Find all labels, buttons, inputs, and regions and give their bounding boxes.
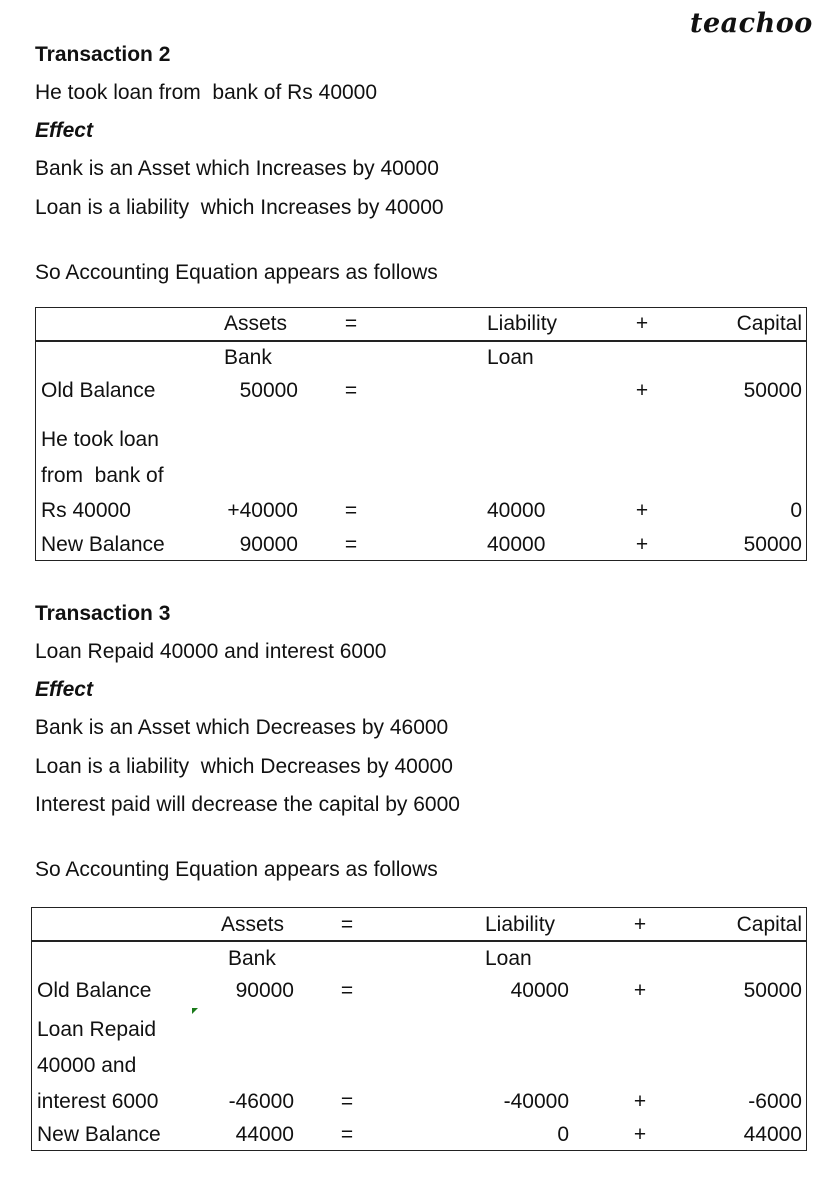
- row-cell-plus: +: [633, 979, 647, 1002]
- row-cell-liab: 40000: [487, 499, 546, 522]
- row-cell-cap: -6000: [748, 1090, 802, 1113]
- row-cell-plus: +: [635, 533, 649, 556]
- row-label: Old Balance: [41, 379, 156, 402]
- subheader-loan: Loan: [487, 346, 534, 369]
- row-cell-liab: 40000: [510, 979, 569, 1002]
- header-plus: +: [635, 312, 649, 335]
- subheader-loan: Loan: [485, 947, 532, 970]
- transaction-2-equation-table: [35, 307, 807, 561]
- transaction-3-effect-1: Bank is an Asset which Decreases by 46000: [35, 716, 449, 739]
- row-cell-liab: 0: [557, 1123, 569, 1146]
- transaction-2-title: Transaction 2: [35, 43, 171, 66]
- row-cell-eq: =: [344, 379, 358, 402]
- row-cell-eq: =: [340, 979, 354, 1002]
- row-cell-cap: 50000: [743, 979, 802, 1002]
- row-cell-assets: 90000: [235, 979, 294, 1002]
- subheader-bank: Bank: [228, 947, 276, 970]
- row-cell-plus: +: [633, 1123, 647, 1146]
- row-label: Rs 40000: [41, 499, 131, 522]
- row-cell-liab: -40000: [503, 1090, 569, 1113]
- row-label: Loan Repaid: [37, 1018, 157, 1041]
- transaction-2-effect-label: Effect: [35, 119, 93, 142]
- transaction-3-description: Loan Repaid 40000 and interest 6000: [35, 640, 387, 663]
- row-cell-eq: =: [340, 1090, 354, 1113]
- header-divider: [36, 340, 806, 342]
- row-cell-cap: 50000: [743, 533, 802, 556]
- row-cell-assets: 90000: [239, 533, 298, 556]
- subheader-bank: Bank: [224, 346, 272, 369]
- transaction-3-effect-3: Interest paid will decrease the capital by 6000: [35, 793, 460, 816]
- row-cell-cap: 0: [790, 499, 802, 522]
- header-cap: Capital: [736, 913, 802, 936]
- transaction-3-intro: So Accounting Equation appears as follows: [35, 858, 438, 881]
- teachoo-logo: teachoo: [690, 8, 813, 39]
- row-cell-eq: =: [344, 533, 358, 556]
- row-label: Old Balance: [37, 979, 152, 1002]
- header-plus: +: [633, 913, 647, 936]
- row-cell-eq: =: [344, 499, 358, 522]
- row-label: New Balance: [41, 533, 165, 556]
- row-cell-cap: 44000: [743, 1123, 802, 1146]
- row-label: interest 6000: [37, 1090, 159, 1113]
- row-label: 40000 and: [37, 1054, 137, 1077]
- row-cell-eq: =: [340, 1123, 354, 1146]
- row-label: He took loan: [41, 428, 159, 451]
- header-assets: Assets: [224, 312, 288, 335]
- transaction-2-intro: So Accounting Equation appears as follows: [35, 261, 438, 284]
- header-cap: Capital: [736, 312, 802, 335]
- header-divider: [32, 940, 806, 942]
- row-cell-plus: +: [633, 1090, 647, 1113]
- row-cell-plus: +: [635, 499, 649, 522]
- transaction-2-effect-2: Loan is a liability which Increases by 40000: [35, 196, 444, 219]
- row-cell-assets: 50000: [239, 379, 298, 402]
- row-cell-assets: 44000: [235, 1123, 294, 1146]
- row-label: New Balance: [37, 1123, 161, 1146]
- row-cell-assets: +40000: [227, 499, 298, 522]
- transaction-2-description: He took loan from bank of Rs 40000: [35, 81, 378, 104]
- row-cell-cap: 50000: [743, 379, 802, 402]
- header-eq: =: [344, 312, 358, 335]
- row-label: from bank of: [41, 464, 164, 487]
- transaction-2-effect-1: Bank is an Asset which Increases by 40000: [35, 157, 439, 180]
- header-liab: Liability: [485, 913, 556, 936]
- cell-comment-marker: [192, 1008, 198, 1014]
- header-liab: Liability: [487, 312, 558, 335]
- row-cell-liab: 40000: [487, 533, 546, 556]
- transaction-3-effect-2: Loan is a liability which Decreases by 40000: [35, 755, 453, 778]
- header-assets: Assets: [221, 913, 285, 936]
- transaction-3-effect-label: Effect: [35, 678, 93, 701]
- header-eq: =: [340, 913, 354, 936]
- transaction-3-title: Transaction 3: [35, 602, 171, 625]
- row-cell-plus: +: [635, 379, 649, 402]
- row-cell-assets: -46000: [228, 1090, 294, 1113]
- transaction-3-equation-table: [31, 907, 807, 1151]
